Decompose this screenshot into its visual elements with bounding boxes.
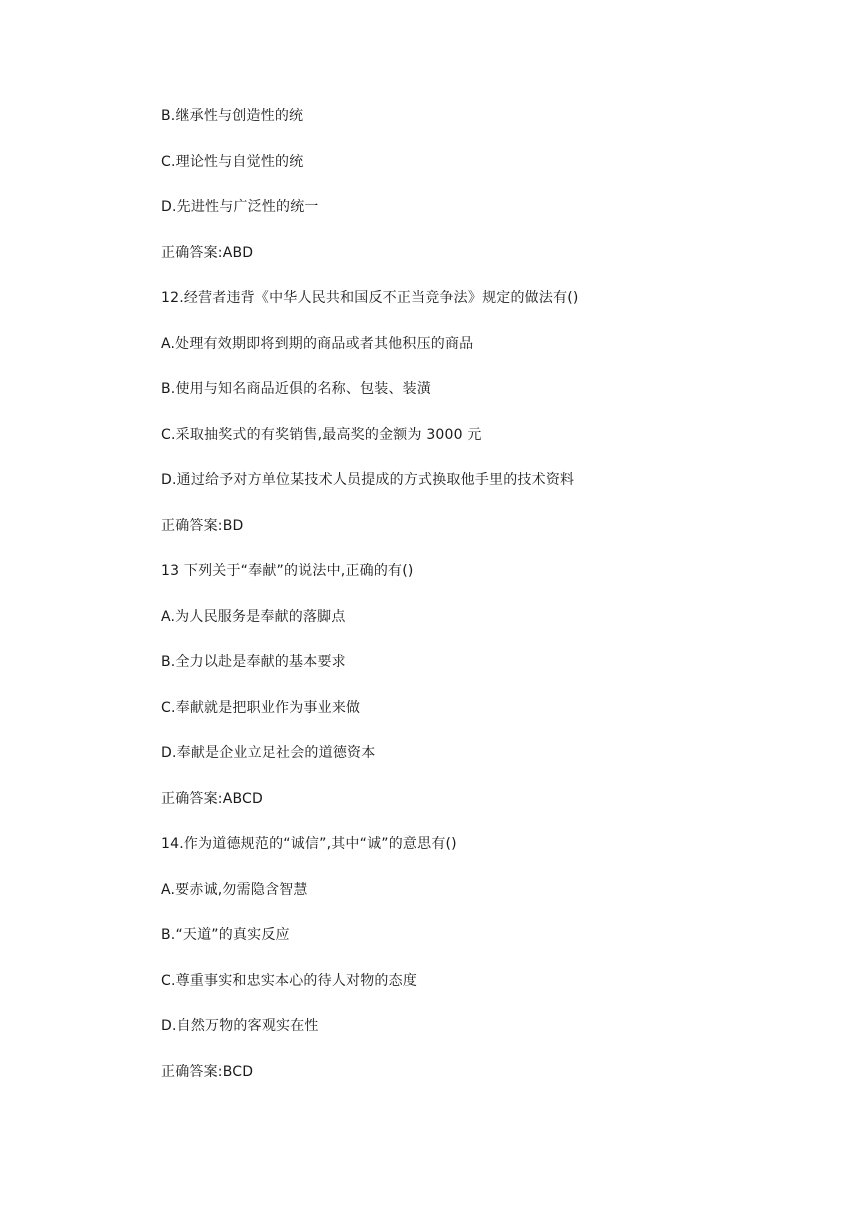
option-line: C.采取抽奖式的有奖销售,最高奖的金额为 3000 元 [161, 426, 482, 443]
question-line: 14.作为道德规范的“诚信”,其中“诚”的意思有() [161, 836, 457, 852]
option-line: B.使用与知名商品近俱的名称、包装、装潢 [161, 381, 432, 397]
option-line: A.处理有效期即将到期的商品或者其他积压的商品 [161, 335, 474, 352]
option-line: A.要赤诚,勿需隐含智慧 [161, 881, 308, 898]
option-line: C.尊重事实和忠实本心的待人对物的态度 [161, 972, 418, 989]
option-line: D.先进性与广泛性的统一 [161, 199, 319, 215]
question-line: 13 下列关于“奉献”的说法中,正确的有() [161, 563, 414, 579]
option-line: D.奉献是企业立足社会的道德资本 [161, 745, 376, 761]
option-line: D.自然万物的客观实在性 [161, 1018, 319, 1034]
question-line: 12.经营者违背《中华人民共和国反不正当竞争法》规定的做法有() [161, 290, 579, 306]
option-line: B.继承性与创造性的统 [161, 108, 304, 124]
answer-line: 正确答案:ABD [161, 244, 254, 261]
answer-line: 正确答案:BCD [161, 1063, 254, 1080]
option-line: A.为人民服务是奉献的落脚点 [161, 608, 346, 625]
option-line: B.“天道”的真实反应 [161, 927, 290, 943]
question-list [161, 104, 801, 1105]
answer-line: 正确答案:BD [161, 517, 244, 534]
option-line: C.奉献就是把职业作为事业来做 [161, 699, 361, 716]
option-line: B.全力以赴是奉献的基本要求 [161, 654, 346, 670]
option-line: D.通过给予对方单位某技术人员提成的方式换取他手里的技术资料 [161, 472, 575, 488]
answer-line: 正确答案:ABCD [161, 790, 264, 807]
option-line: C.理论性与自觉性的统 [161, 153, 304, 170]
